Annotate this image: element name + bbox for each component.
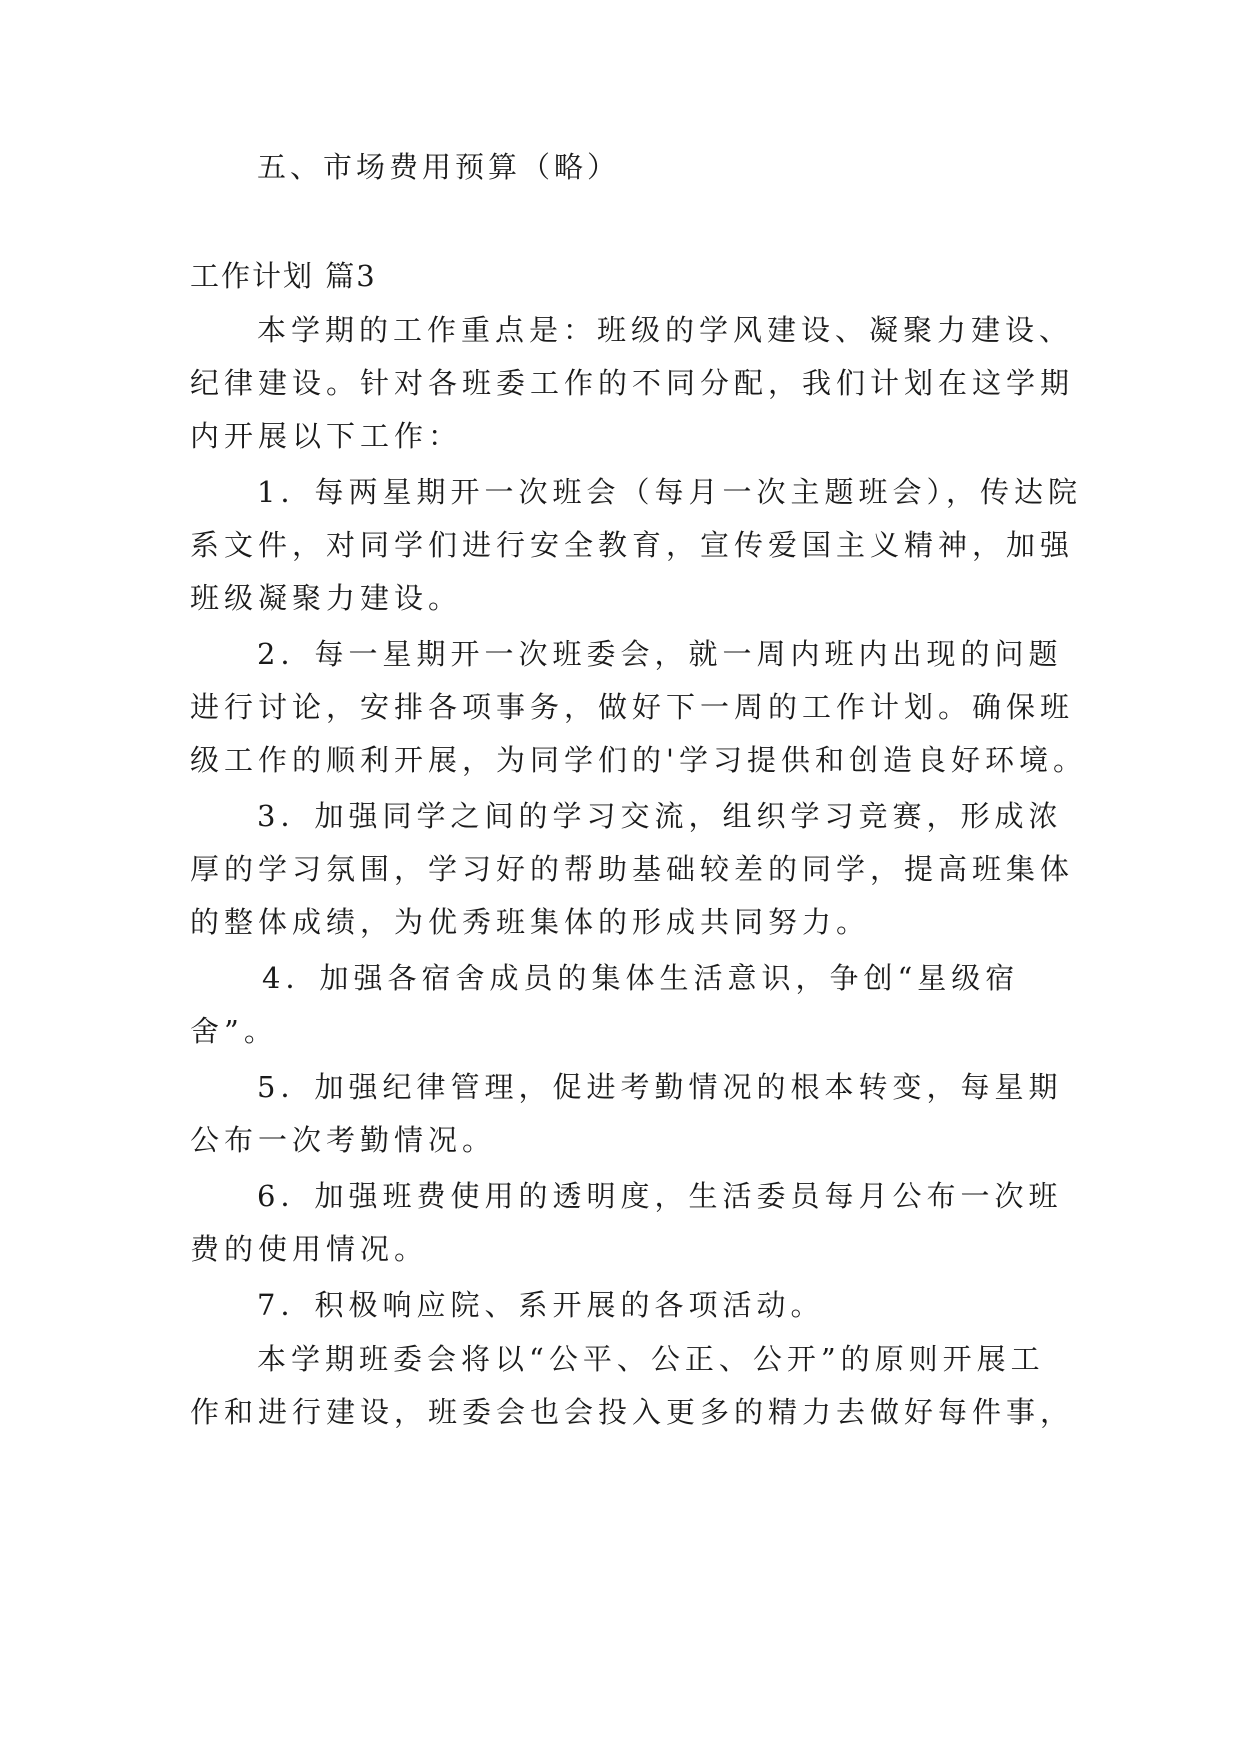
paragraph-line: 作和进行建设，班委会也会投入更多的精力去做好每件事， [190, 1395, 1075, 1429]
list-item-line: 6．加强班费使用的透明度，生活委员每月公布一次班 [257, 1179, 1063, 1213]
section-heading: 五、市场费用预算（略） [257, 150, 621, 184]
list-item-line: 7．积极响应院、系开展的各项活动。 [257, 1288, 825, 1322]
paragraph-line: 内开展以下工作： [190, 419, 463, 453]
list-item-line: 费的使用情况。 [190, 1232, 429, 1266]
list-item-line: 2．每一星期开一次班委会，就一周内班内出现的问题 [257, 637, 1063, 671]
document-title: 工作计划 篇3 [190, 259, 377, 293]
list-item-line: 1．每两星期开一次班会（每月一次主题班会），传达院 [257, 475, 1082, 509]
paragraph-line: 本学期的工作重点是：班级的学风建设、凝聚力建设、 [257, 313, 1074, 347]
list-item-line: 进行讨论，安排各项事务，做好下一周的工作计划。确保班 [190, 690, 1075, 724]
list-item-line: 的整体成绩，为优秀班集体的形成共同努力。 [190, 905, 871, 939]
list-item-line: 系文件，对同学们进行安全教育，宣传爱国主义精神，加强 [190, 528, 1075, 562]
paragraph-line: 纪律建设。针对各班委工作的不同分配，我们计划在这学期 [190, 366, 1075, 400]
list-item-line: 舍”。 [190, 1014, 278, 1048]
list-item-line: 公布一次考勤情况。 [190, 1123, 497, 1157]
list-item-line: 级工作的顺利开展，为同学们的'学习提供和创造良好环境。 [190, 743, 1087, 777]
list-item-line: 3．加强同学之间的学习交流，组织学习竞赛，形成浓 [257, 799, 1063, 833]
list-item-line: 5．加强纪律管理，促进考勤情况的根本转变，每星期 [257, 1070, 1063, 1104]
paragraph-line: 本学期班委会将以“公平、公正、公开”的原则开展工 [257, 1342, 1045, 1376]
list-item-line: 厚的学习氛围，学习好的帮助基础较差的同学，提高班集体 [190, 852, 1075, 886]
list-item-line: 4．加强各宿舍成员的集体生活意识，争创“星级宿 [262, 961, 1020, 995]
list-item-line: 班级凝聚力建设。 [190, 581, 463, 615]
